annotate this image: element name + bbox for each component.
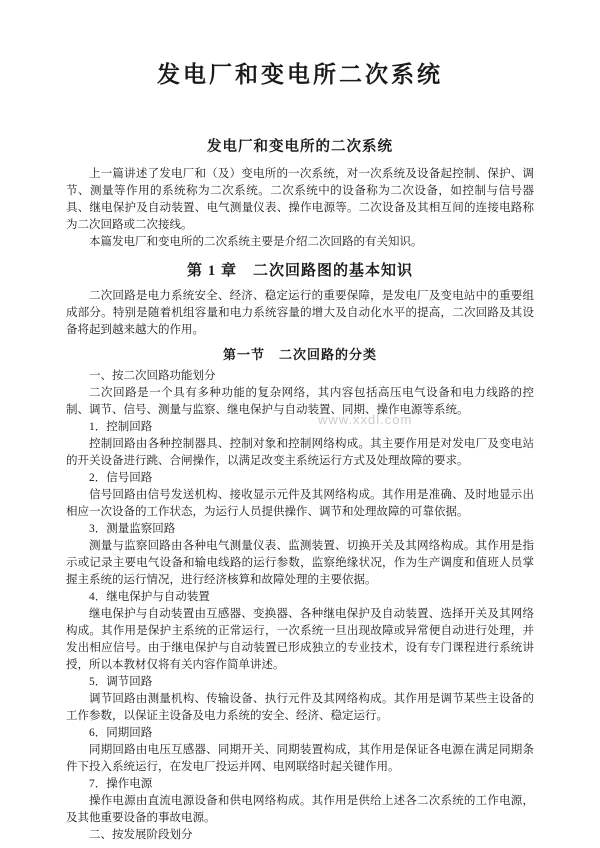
list-item-body: 操作电源由直流电源设备和供电网络构成。其作用是供给上述各二次系统的工作电源，及其他重要设备的事故电源。 (66, 795, 534, 824)
list-item-label: 2．信号回路 (89, 472, 153, 484)
chapter-intro-paragraph: 二次回路是电力系统安全、经济、稳定运行的重要保障，是发电厂及变电站中的重要组成部分。特别是随着机组容量和电力系统容量的增大及自动化水平的提高，二次回路及其设备将起到越来越大的作用。 (66, 290, 534, 336)
intro-paragraph-1: 上一篇讲述了发电厂和（及）变电所的一次系统，对一次系统及设备起控制、保护、调节、测量等作用的系统称为二次系统。二次系统中的设备称为二次设备，如控制与信号器具、继电保护及自动装置、电气测量仪表、操作电源等。二次设备及其相互间的连接电路称为二次回路或二次接线。 (66, 168, 534, 231)
list-item-label: 7．操作电源 (89, 778, 153, 790)
watermark: www.xxdl.com (318, 412, 413, 427)
list-item-body: 测量与监察回路由各种电气测量仪表、监测装置、切换开关及其网络构成。其作用是指示或记录主要电气设备和输电线路的运行参数，监察绝缘状况，作为生产调度和值班人员掌握主系统的运行情况，进行经济核算和故障处理的主要依据。 (66, 540, 534, 586)
section-heading: 发电厂和变电所的二次系统 (207, 139, 393, 155)
list-item-label: 3．测量监察回路 (89, 523, 176, 535)
list-heading-1: 一、按二次回路功能划分 (89, 370, 216, 382)
list-item-body: 信号回路由信号发送机构、接收显示元件及其网络构成。其作用是准确、及时地显示出相应一次设备的工作状态，为运行人员提供操作、调节和处理故障的可靠依据。 (66, 489, 534, 518)
list-item-label: 5．调节回路 (89, 676, 153, 688)
document-title: 发电厂和变电所二次系统 (157, 62, 443, 87)
list-item-label: 6．同期回路 (89, 727, 153, 739)
list-item-body: 同期回路由电压互感器、同期开关、同期装置构成，其作用是保证各电源在满足同期条件下投入系统运行，在发电厂投运并网、电网联络时起关键作用。 (66, 744, 534, 773)
list-item-body: 继电保护与自动装置由互感器、变换器、各种继电保护及自动装置、选择开关及其网络构成。其作用是保护主系统的正常运行，一次系统一旦出现故障或异常便自动进行处理，并发出相应信号。由于继电保护与自动装置已形成独立的专业技术，设有专门课程进行系统讲授，所以本教材仅将有关内容作简单讲述。 (66, 608, 534, 671)
list-item-body: 控制回路由各种控制器具、控制对象和控制网络构成。其主要作用是对发电厂及变电站的开关设备进行跳、合闸操作，以满足改变主系统运行方式及处理故障的要求。 (66, 438, 534, 467)
list-item-body: 调节回路由测量机构、传输设备、执行元件及其网络构成。其作用是调节某些主设备的工作参数，以保证主设备及电力系统的安全、经济、稳定运行。 (66, 693, 534, 722)
chapter-heading: 第 1 章 二次回路图的基本知识 (186, 263, 413, 279)
list-intro-paragraph: 二次回路是一个具有多种功能的复杂网络，其内容包括高压电气设备和电力线路的控制、调节、信号、测量与监察、继电保护与自动装置、同期、操作电源等系统。 (66, 387, 534, 416)
subsection-heading: 第一节 二次回路的分类 (222, 347, 377, 362)
list-item-label: 4．继电保护与自动装置 (89, 591, 210, 603)
list-heading-2: 二、按发展阶段划分 (89, 829, 193, 841)
list-item-label: 1．控制回路 (89, 421, 153, 433)
intro-paragraph-2: 本篇发电厂和变电所的二次系统主要是介绍二次回路的有关知识。 (89, 236, 423, 248)
